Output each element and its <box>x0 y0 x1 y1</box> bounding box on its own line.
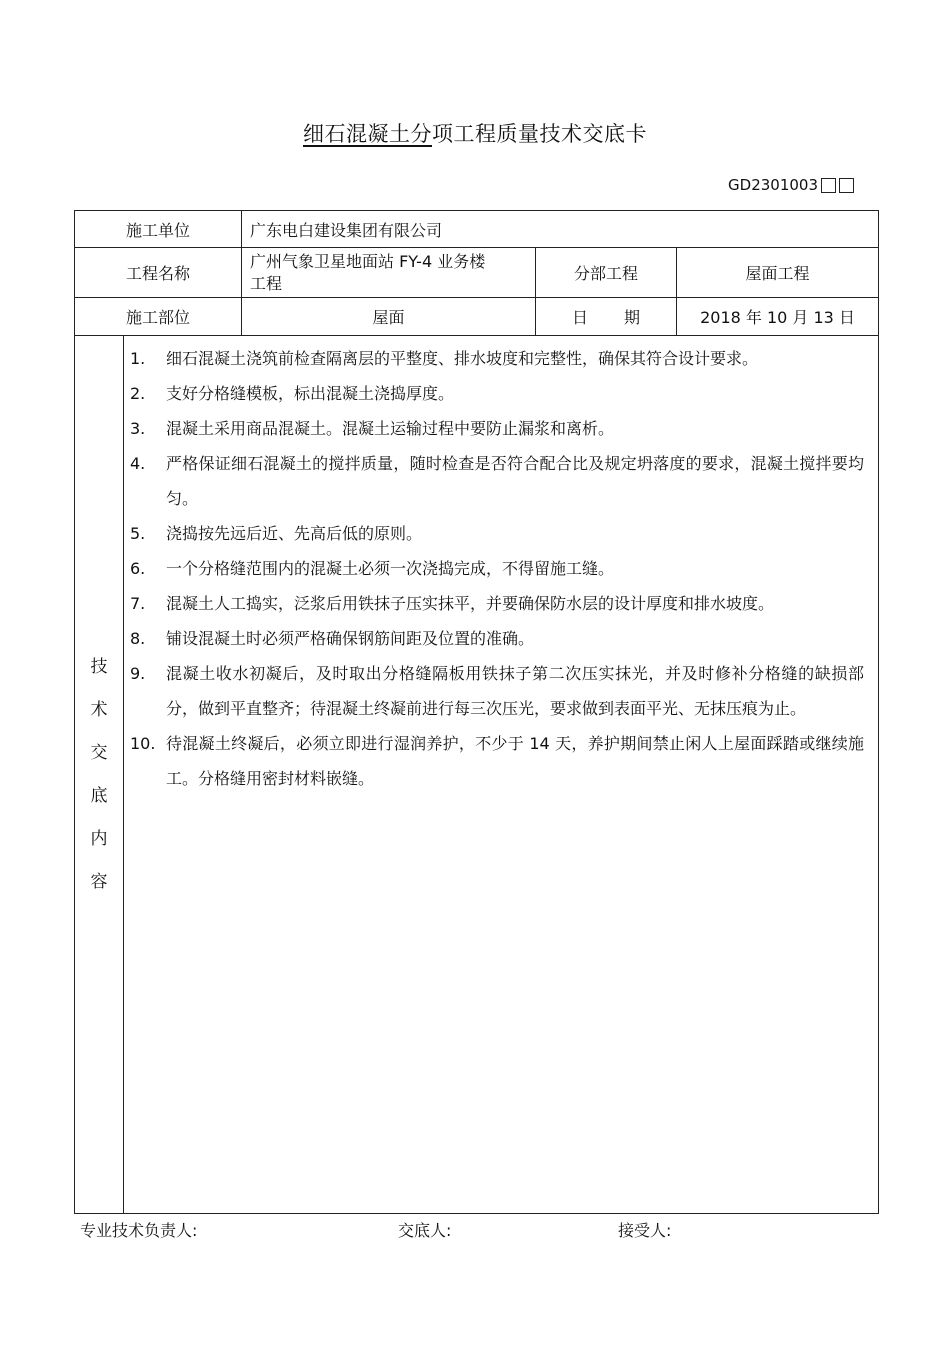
list-item <box>128 376 864 411</box>
item-text: 待混凝土终凝后，必须立即进行湿润养护，不少于 14 天，养护期间禁止闲人上屋面踩踏或继续施工。分格缝用密封材料嵌缝。 <box>166 734 865 788</box>
document-code-text: GD2301003 <box>728 176 818 194</box>
title-rest: 项工程质量技术交底卡 <box>432 122 647 146</box>
content-list <box>124 336 879 1214</box>
item-number: 5. <box>130 524 146 543</box>
list-item <box>128 621 864 656</box>
item-number: 8. <box>130 629 146 648</box>
item-number: 10. <box>130 734 156 753</box>
list-item <box>128 551 864 586</box>
item-number: 6. <box>130 559 146 578</box>
item-text: 支好分格缝模板，标出混凝土浇捣厚度。 <box>166 384 455 403</box>
project-value <box>242 248 536 298</box>
project-value-line1: 广州气象卫星地面站 FY-4 业务楼 <box>250 251 486 271</box>
project-value-line2: 工程 <box>250 273 283 293</box>
item-text: 细石混凝土浇筑前检查隔离层的平整度、排水坡度和完整性，确保其符合设计要求。 <box>166 349 759 368</box>
item-text: 一个分格缝范围内的混凝土必须一次浇捣完成，不得留施工缝。 <box>166 559 615 578</box>
list-item <box>128 726 864 796</box>
item-text: 铺设混凝土时必须严格确保钢筋间距及位置的准确。 <box>166 629 535 648</box>
project-label: 工程名称 <box>75 248 242 298</box>
item-number: 9. <box>130 664 146 683</box>
list-item <box>128 446 864 516</box>
project-row <box>75 248 879 298</box>
receiver-signature-label: 接受人: <box>618 1221 672 1240</box>
item-text: 混凝土收水初凝后，及时取出分格缝隔板用铁抹子第二次压实抹光，并及时修补分格缝的缺损部分，做到平直整齐；待混凝土终凝前进行每三次压光，要求做到表面平光、无抹压痕为止。 <box>166 664 865 718</box>
content-label-char: 技 <box>90 656 108 677</box>
document-title <box>0 118 950 148</box>
tech-lead-signature-label: 专业技术负责人: <box>80 1221 198 1240</box>
list-item <box>128 656 864 726</box>
unit-value: 广东电白建设集团有限公司 <box>242 211 879 248</box>
content-section-label <box>75 336 124 1214</box>
date-label-char-2: 期 <box>624 308 641 327</box>
code-checkbox-1 <box>821 178 836 193</box>
content-label-char: 容 <box>90 871 108 892</box>
content-row <box>75 336 879 1214</box>
list-item <box>128 586 864 621</box>
list-item <box>128 516 864 551</box>
list-item <box>128 411 864 446</box>
date-value: 2018 年 10 月 13 日 <box>677 298 879 336</box>
sub-project-label: 分部工程 <box>536 248 677 298</box>
location-row <box>75 298 879 336</box>
item-text: 混凝土人工捣实，泛浆后用铁抹子压实抹平，并要确保防水层的设计厚度和排水坡度。 <box>166 594 775 613</box>
item-number: 7. <box>130 594 146 613</box>
date-label <box>536 298 677 336</box>
item-number: 2. <box>130 384 146 403</box>
item-number: 1. <box>130 349 146 368</box>
content-label-char: 术 <box>90 699 108 720</box>
item-number: 4. <box>130 454 146 473</box>
location-label: 施工部位 <box>75 298 242 336</box>
document-code <box>728 176 854 194</box>
title-underlined-part: 细石混凝土分 <box>303 122 432 146</box>
content-label-char: 底 <box>90 785 108 806</box>
location-value: 屋面 <box>242 298 536 336</box>
code-checkbox-2 <box>839 178 854 193</box>
unit-label: 施工单位 <box>75 211 242 248</box>
content-label-char: 交 <box>90 742 108 763</box>
list-item <box>128 341 864 376</box>
item-text: 混凝土采用商品混凝土。混凝土运输过程中要防止漏浆和离析。 <box>166 419 615 438</box>
item-text: 严格保证细石混凝土的搅拌质量，随时检查是否符合配合比及规定坍落度的要求，混凝土搅拌要均匀。 <box>166 454 865 508</box>
item-text: 浇捣按先远后近、先高后低的原则。 <box>166 524 423 543</box>
date-label-char-1: 日 <box>572 308 589 327</box>
handover-form-table <box>74 210 879 1214</box>
content-label-char: 内 <box>90 828 108 849</box>
sub-project-value: 屋面工程 <box>677 248 879 298</box>
item-number: 3. <box>130 419 146 438</box>
handover-signature-label: 交底人: <box>398 1221 452 1240</box>
unit-row <box>75 211 879 248</box>
